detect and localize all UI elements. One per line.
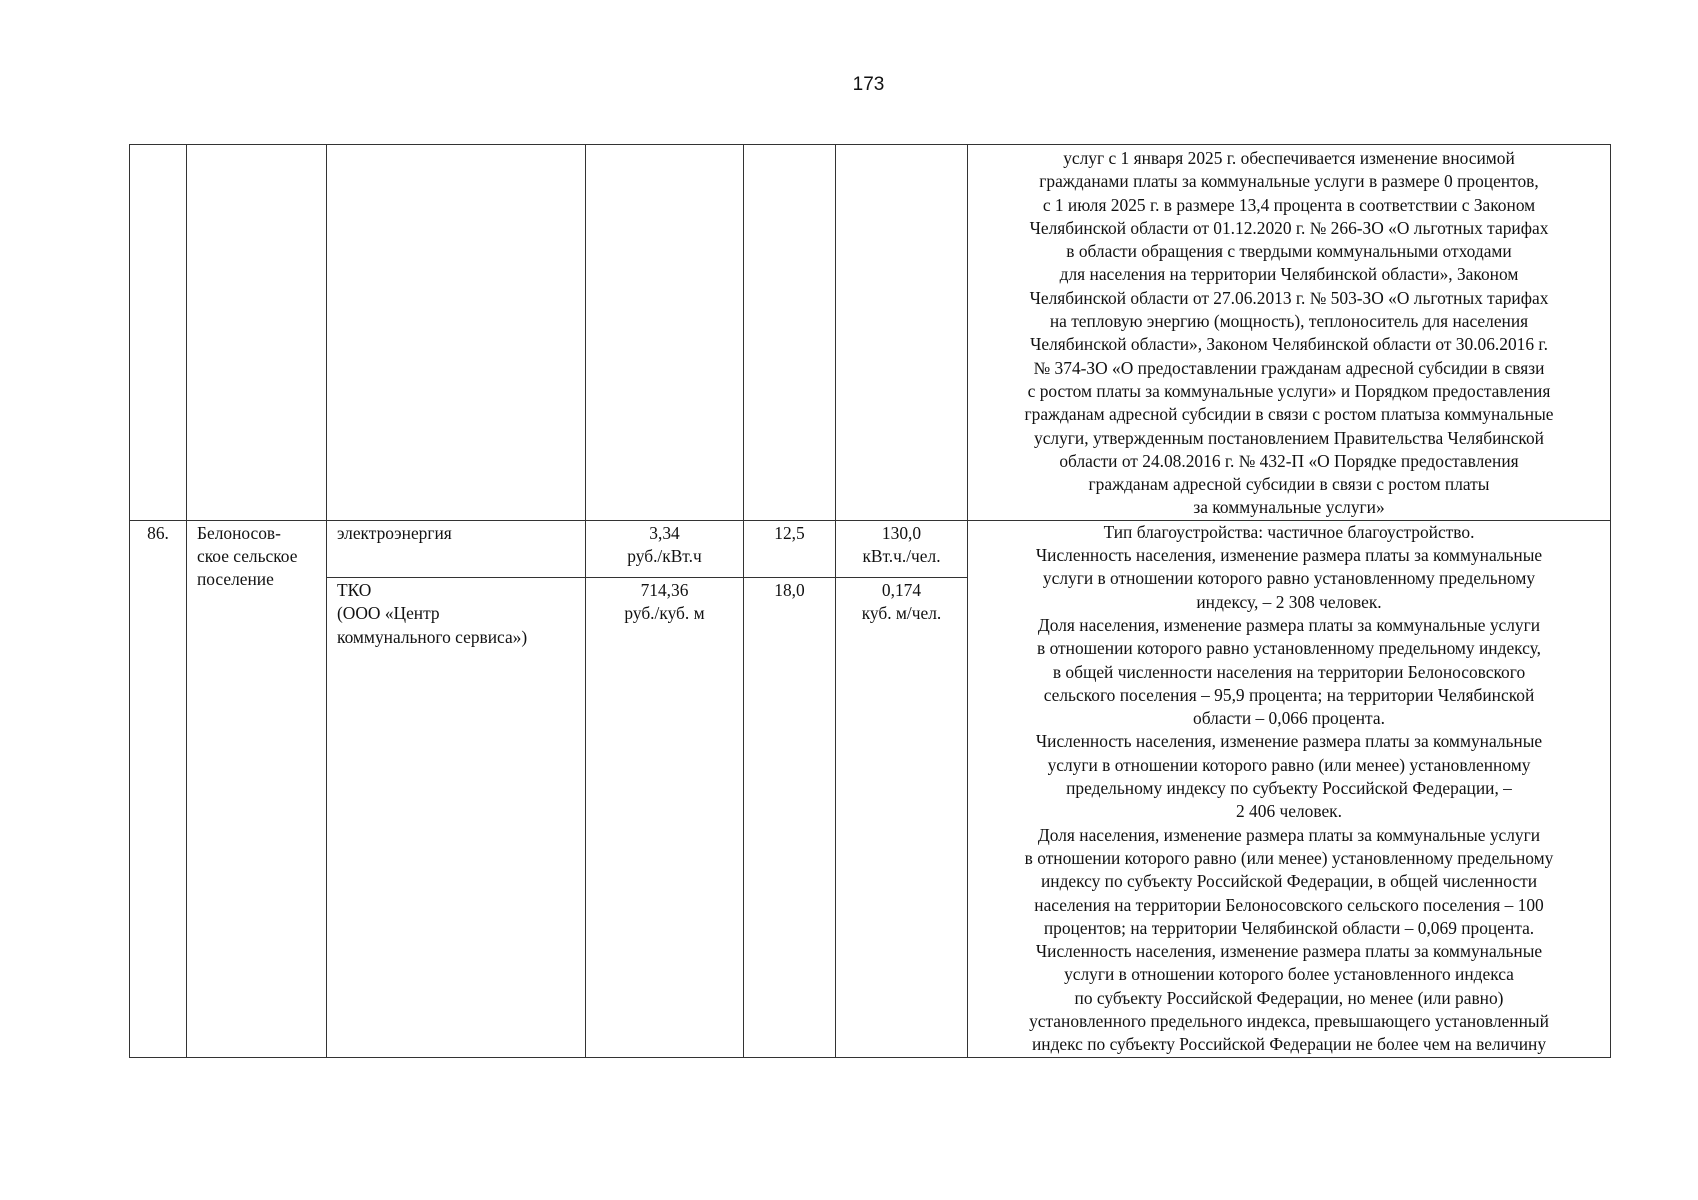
description-line: Челябинской области», Законом Челябинской области от 30.06.2016 г.	[1030, 334, 1548, 355]
description-line: для населения на территории Челябинской области», Законом	[1059, 264, 1519, 285]
description-line: в отношении которого равно установленному предельному индексу,	[1037, 638, 1541, 659]
description-line: № 374-ЗО «О предоставлении гражданам адресной субсидии в связи	[1033, 357, 1545, 378]
settlement-name-line: ское сельское	[197, 546, 298, 567]
description-line: услуги в отношении которого равно (или менее) установленному	[1047, 754, 1531, 775]
description-line: сельского поселения – 95,9 процента; на территории Челябинской	[1043, 684, 1535, 705]
settlement-name-line: поселение	[197, 569, 274, 590]
service-name-line: ТКО	[337, 580, 372, 601]
service-name-line: коммунального сервиса»)	[337, 626, 528, 647]
description-line: Доля населения, изменение размера платы за коммунальные услуги	[1037, 824, 1541, 845]
description-line: гражданами платы за коммунальные услуги в размере 0 процентов,	[1039, 171, 1539, 192]
volume-value: 0,174	[881, 580, 922, 601]
description-line: 2 406 человек.	[1236, 801, 1342, 822]
description-line: гражданам адресной субсидии в связи с ростом платыза коммунальные	[1024, 404, 1554, 425]
description-line: гражданам адресной субсидии в связи с ростом платы	[1088, 474, 1490, 495]
description-line: Численность населения, изменение размера платы за коммунальные	[1035, 731, 1543, 752]
tariff-value: 714,36	[640, 580, 689, 601]
description-line: населения на территории Белоносовского сельского поселения – 100	[1034, 894, 1544, 915]
volume-value: 130,0	[881, 522, 922, 543]
cell-settlement-name	[187, 520, 327, 1057]
cell-service-waste	[327, 578, 586, 1058]
description-line: с 1 июля 2025 г. в размере 13,4 процента в соответствии с Законом	[1042, 194, 1536, 215]
index-value: 12,5	[774, 522, 805, 543]
tariff-unit: руб./кВт.ч	[627, 546, 702, 567]
cell-service	[327, 145, 586, 521]
description-line: процентов; на территории Челябинской области – 0,069 процента.	[1043, 917, 1535, 938]
page-number: 173	[852, 74, 885, 95]
description-line: установленного предельного индекса, превышающего установленный	[1029, 1010, 1549, 1031]
table-row-86-electricity	[130, 520, 1611, 577]
description-line: в отношении которого равно (или менее) установленному предельному	[1024, 847, 1554, 868]
volume-unit: кВт.ч./чел.	[862, 546, 941, 567]
cell-index-waste	[744, 578, 836, 1058]
description-line: индексу по субъекту Российской Федерации, в общей численности	[1040, 871, 1538, 892]
description-line: Челябинской области от 01.12.2020 г. № 266-ЗО «О льготных тарифах	[1029, 217, 1549, 238]
cell-index-electricity	[744, 520, 836, 577]
description-line: за коммунальные услуги»	[1193, 497, 1385, 518]
description-line: Доля населения, изменение размера платы за коммунальные услуги	[1037, 614, 1541, 635]
description-line: индекс по субъекту Российской Федерации не более чем на величину	[1031, 1034, 1547, 1055]
description-line: предельному индексу по субъекту Российской Федерации, –	[1066, 778, 1512, 799]
description-line: на тепловую энергию (мощность), теплоноситель для населения	[1049, 311, 1529, 332]
description-line: Численность населения, изменение размера платы за коммунальные	[1035, 545, 1543, 566]
cell-description-86	[968, 520, 1611, 1057]
cell-settlement	[187, 145, 327, 521]
cell-row-number: 86.	[130, 520, 187, 1057]
description-line: услуги в отношении которого равно установленному предельному	[1042, 568, 1536, 589]
index-value: 18,0	[774, 580, 805, 601]
service-name-line: (ООО «Центр	[337, 603, 440, 624]
settlement-name-line: Белоносов-	[197, 522, 281, 543]
description-line: области от 24.08.2016 г. № 432-П «О Порядке предоставления	[1059, 450, 1519, 471]
volume-unit: куб. м/чел.	[861, 603, 942, 624]
cell-service-electricity	[327, 520, 586, 577]
description-line: по субъекту Российской Федерации, но менее (или равно)	[1074, 987, 1504, 1008]
cell-number	[130, 145, 187, 521]
description-line: услуг с 1 января 2025 г. обеспечивается изменение вносимой	[1063, 148, 1515, 168]
cell-tariff-electricity	[586, 520, 744, 577]
description-line: области – 0,066 процента.	[1193, 708, 1385, 729]
cell-volume-waste	[836, 578, 968, 1058]
cell-description-continuation	[968, 145, 1611, 521]
cell-index	[744, 145, 836, 521]
description-line: в общей численности населения на территории Белоносовского	[1052, 661, 1526, 682]
description-line: индексу, – 2 308 человек.	[1196, 591, 1382, 612]
description-line: Тип благоустройства: частичное благоустройство.	[1103, 521, 1475, 542]
cell-volume	[836, 145, 968, 521]
cell-volume-electricity	[836, 520, 968, 577]
tariff-value: 3,34	[649, 522, 680, 543]
description-line: в области обращения с твердыми коммунальными отходами	[1066, 241, 1512, 262]
tariff-table	[129, 144, 1611, 1058]
description-line: Численность населения, изменение размера платы за коммунальные	[1035, 941, 1543, 962]
service-name-line: электроэнергия	[337, 522, 452, 543]
description-line: услуги, утвержденным постановлением Правительства Челябинской	[1034, 427, 1544, 448]
description-line: Челябинской области от 27.06.2013 г. № 503-ЗО «О льготных тарифах	[1029, 287, 1549, 308]
description-line: услуги в отношении которого более установленного индекса	[1064, 964, 1514, 985]
tariff-unit: руб./куб. м	[624, 603, 705, 624]
cell-tariff	[586, 145, 744, 521]
cell-tariff-waste	[586, 578, 744, 1058]
table-row-continuation	[130, 145, 1611, 521]
description-line: с ростом платы за коммунальные услуги» и Порядком предоставления	[1027, 380, 1551, 401]
